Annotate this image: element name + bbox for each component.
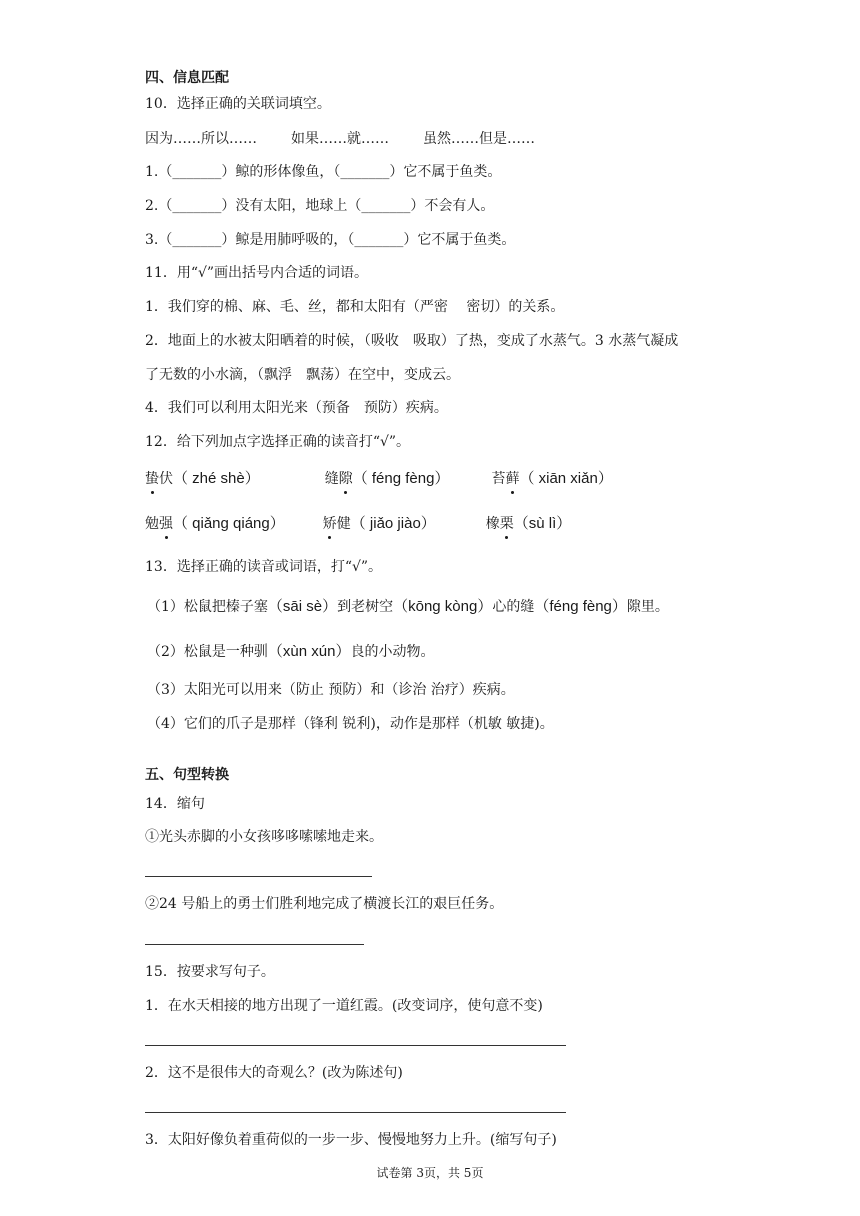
- choice-item: （4）它们的爪子是那样（锋利 锐利)，动作是那样（机敏 敏捷)。: [147, 716, 554, 732]
- option: 因为……所以……: [145, 131, 257, 147]
- choice-item: （3）太阳光可以用来（防止 预防）和（诊治 治疗）疾病。: [147, 682, 515, 698]
- text: （1）松鼠把榛子塞: [147, 599, 268, 615]
- pinyin-word: [323, 516, 436, 532]
- pinyin-options: （xùn xún）: [267, 643, 351, 660]
- pinyin-word: [325, 471, 450, 487]
- pinyin-word: [145, 471, 260, 487]
- pinyin-options: （sù lì）: [513, 515, 572, 532]
- pinyin-options: （féng fèng）: [534, 598, 627, 615]
- dotted-char: 藓: [505, 471, 520, 487]
- pinyin-options: （ jiǎo jiào）: [350, 515, 436, 532]
- pinyin-options: （ féng fèng）: [352, 470, 450, 487]
- dotted-char: 矫: [322, 516, 337, 532]
- question-stem: 15．按要求写句子。: [145, 964, 275, 980]
- text: 到老树空: [337, 599, 394, 615]
- choice-item: [147, 597, 669, 617]
- pinyin-row: [145, 469, 613, 489]
- choice-item: 4．我们可以利用太阳光来（预备 预防）疾病。: [145, 400, 448, 416]
- pinyin-options: （sāi sè）: [267, 598, 338, 615]
- question-stem: 10．选择正确的关联词填空。: [145, 96, 331, 112]
- text: 隙里。: [626, 599, 669, 615]
- fill-item: 3.（_______）鲸是用肺呼吸的，（_______）它不属于鱼类。: [145, 232, 516, 248]
- choice-item: [147, 642, 434, 662]
- word-char: 伏: [159, 471, 173, 487]
- text: （2）松鼠是一种驯: [147, 644, 268, 660]
- pinyin-options: （ xiān xiǎn）: [519, 470, 613, 487]
- dotted-char: 蛰: [145, 471, 159, 487]
- dotted-char: 强: [159, 516, 173, 532]
- choice-item: 1．我们穿的棉、麻、毛、丝，都和太阳有（严密 密切）的关系。: [145, 299, 565, 315]
- pinyin-word: [486, 516, 572, 532]
- word-char: 橡: [485, 516, 500, 532]
- text: 心的缝: [492, 599, 535, 615]
- option: 如果……就……: [291, 131, 389, 147]
- fill-item: 1.（_______）鲸的形体像鱼，（_______）它不属于鱼类。: [145, 164, 502, 180]
- choice-item: 2．地面上的水被太阳晒着的时候，（吸收 吸取）了热，变成了水蒸气。3 水蒸气凝成: [145, 333, 679, 349]
- word-char: 苔: [491, 471, 506, 487]
- dotted-char: 隙: [338, 471, 353, 487]
- option: 虽然……但是……: [423, 131, 535, 147]
- pinyin-row: [145, 514, 571, 534]
- pinyin-options: （ qiǎng qiáng）: [173, 515, 285, 532]
- answer-line[interactable]: [145, 1045, 566, 1046]
- pinyin-word: [145, 516, 285, 532]
- sentence-item: 1．在水天相接的地方出现了一道红霞。(改变词序，使句意不变): [145, 998, 543, 1014]
- sentence-item: ①光头赤脚的小女孩哆哆嗦嗦地走来。: [145, 829, 383, 845]
- section-heading: 四、信息匹配: [145, 70, 229, 86]
- sentence-item: 3．太阳好像负着重荷似的一步一步、慢慢地努力上升。(缩写句子): [145, 1132, 557, 1148]
- answer-line[interactable]: [145, 1112, 566, 1113]
- pinyin-options: （kōng kòng）: [393, 598, 493, 615]
- answer-line[interactable]: [145, 944, 364, 945]
- word-char: 缝: [324, 471, 339, 487]
- page-footer: 试卷第 3页，共 5页: [376, 1166, 484, 1180]
- conjunction-options: [145, 129, 535, 149]
- word-char: 勉: [145, 516, 159, 532]
- answer-line[interactable]: [145, 876, 372, 877]
- pinyin-options: （ zhé shè）: [173, 470, 260, 487]
- sentence-item: ②24 号船上的勇士们胜利地完成了横渡长江的艰巨任务。: [145, 896, 504, 912]
- sentence-item: 2．这不是很伟大的奇观么？(改为陈述句): [145, 1065, 403, 1081]
- word-char: 健: [336, 516, 351, 532]
- question-stem: 12．给下列加点字选择正确的读音打“√”。: [145, 434, 411, 450]
- question-stem: 11．用“√”画出括号内合适的词语。: [145, 265, 369, 281]
- fill-item: 2.（_______）没有太阳，地球上（_______）不会有人。: [145, 198, 495, 214]
- dotted-char: 栗: [499, 516, 514, 532]
- choice-item: 了无数的小水滴，（飘浮 飘荡）在空中，变成云。: [145, 367, 460, 383]
- question-stem: 13．选择正确的读音或词语，打“√”。: [145, 559, 383, 575]
- text: 良的小动物。: [350, 644, 435, 660]
- question-stem: 14．缩句: [145, 796, 205, 812]
- section-heading: 五、句型转换: [145, 767, 229, 783]
- pinyin-word: [491, 471, 612, 487]
